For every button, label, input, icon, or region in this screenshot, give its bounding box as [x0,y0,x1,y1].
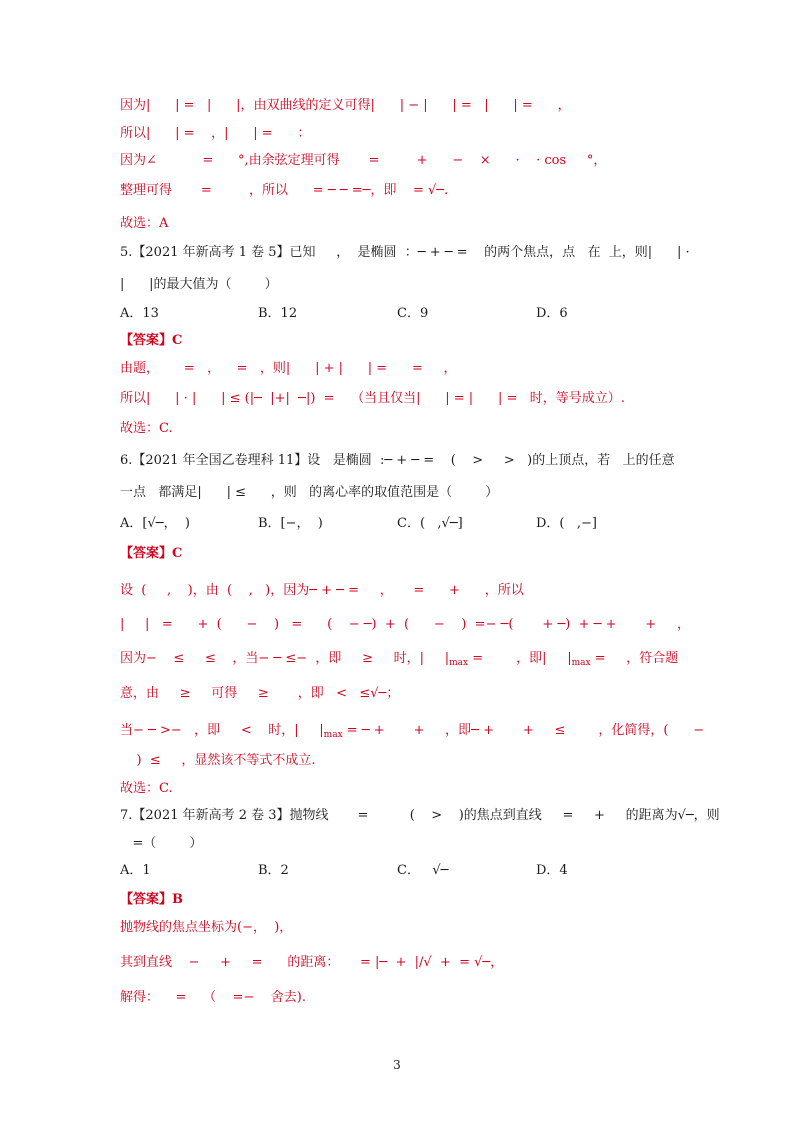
answer-label: 【答案】C [120,546,183,561]
solution-line: 所以| | = ，| | = ： [120,126,311,141]
option-b: B．12 [258,306,298,321]
question-7-stem: 7.【2021 年新高考 2 卷 3】抛物线 = ( > )的焦点到直线 = + 的距离为√─，则 [120,808,720,823]
solution-line: 其到直线 − + = 的距离： = |─ + |/√ + = √─， [120,955,504,970]
solution-line: 设 ( , )，由 ( , )，因为─ + ─ = ， = + ，所以 [120,583,524,598]
question-7-stem: =（ ） [120,836,203,851]
solution-line: 因为− ≤ ≤ ，当− ─ ≤− ，即 ≥ 时，| $|_{max}$ = ，即| $|_{max}$ = ，符合题 [120,651,679,668]
solution-line: 当− ─ >− ，即 < 时，| $|_{max}$ = ─ + + ，即─ + + ≤ ，化简得，( − [120,723,705,740]
option-a: A．1 [120,863,151,878]
answer-label: 【答案】C [120,333,183,348]
option-d: D．6 [536,306,568,321]
option-d: D．4 [536,863,568,878]
solution-conclusion: 故选：A [120,216,169,231]
option-a: A．[√─， ) [120,516,190,531]
answer-label: 【答案】B [120,892,183,907]
option-b: B．[−， ) [258,516,323,531]
option-a: A．13 [120,306,159,321]
solution-line: 由题， = ， = ，则| | + | | = = ， [120,361,457,376]
solution-line: 抛物线的焦点坐标为(−， )， [120,920,293,935]
page-number: 3 [393,1058,401,1072]
option-c: C．9 [397,306,429,321]
option-b: B．2 [258,863,289,878]
option-c: C．( ,√─] [397,516,463,531]
question-6-stem: 6.【2021 年全国乙卷理科 11】设 是椭圆 :─ + ─ = ( > > )的上顶点，若 上的任意 [120,453,675,468]
solution-line: | | = + ( − ) = ( − ─) + ( − ) =− ─( + ─) + ─ + + ， [120,617,690,632]
solution-line: 所以| | · | | ≤ (|─ |+| ─|) = （当且仅当| | = | | = 时，等号成立）. [120,391,625,406]
question-6-stem: 一点 都满足| | ≤ ，则 的离心率的取值范围是（ ） [120,485,499,500]
solution-conclusion: 故选：C. [120,781,173,796]
option-c: C． √─ [397,863,449,878]
question-5-stem: 5.【2021 年新高考 1 卷 5】已知 ， 是椭圆 ：─ + ─ = 的两个焦点，点 在 上，则| | · [120,245,690,260]
solution-line: ) ≤ ，显然该不等式不成立. [120,753,316,768]
question-5-stem: | |的最大值为（ ） [120,277,278,292]
solution-line: 因为∠ = °,由余弦定理可得 = + − × · · cos °， [120,153,607,168]
solution-line: 解得： = （ =− 舍去). [120,990,306,1005]
solution-line: 因为| | = | |，由双曲线的定义可得| | − | | = | | = ， [120,98,571,113]
solution-conclusion: 故选：C. [120,421,173,436]
solution-line: 意，由 ≥ 可得 ≥ ，即 < ≤√─； [120,686,400,701]
option-d: D．( ,−] [536,516,597,531]
solution-line: 整理可得 = ，所以 = ─ ─ =─，即 = √─. [120,183,449,198]
